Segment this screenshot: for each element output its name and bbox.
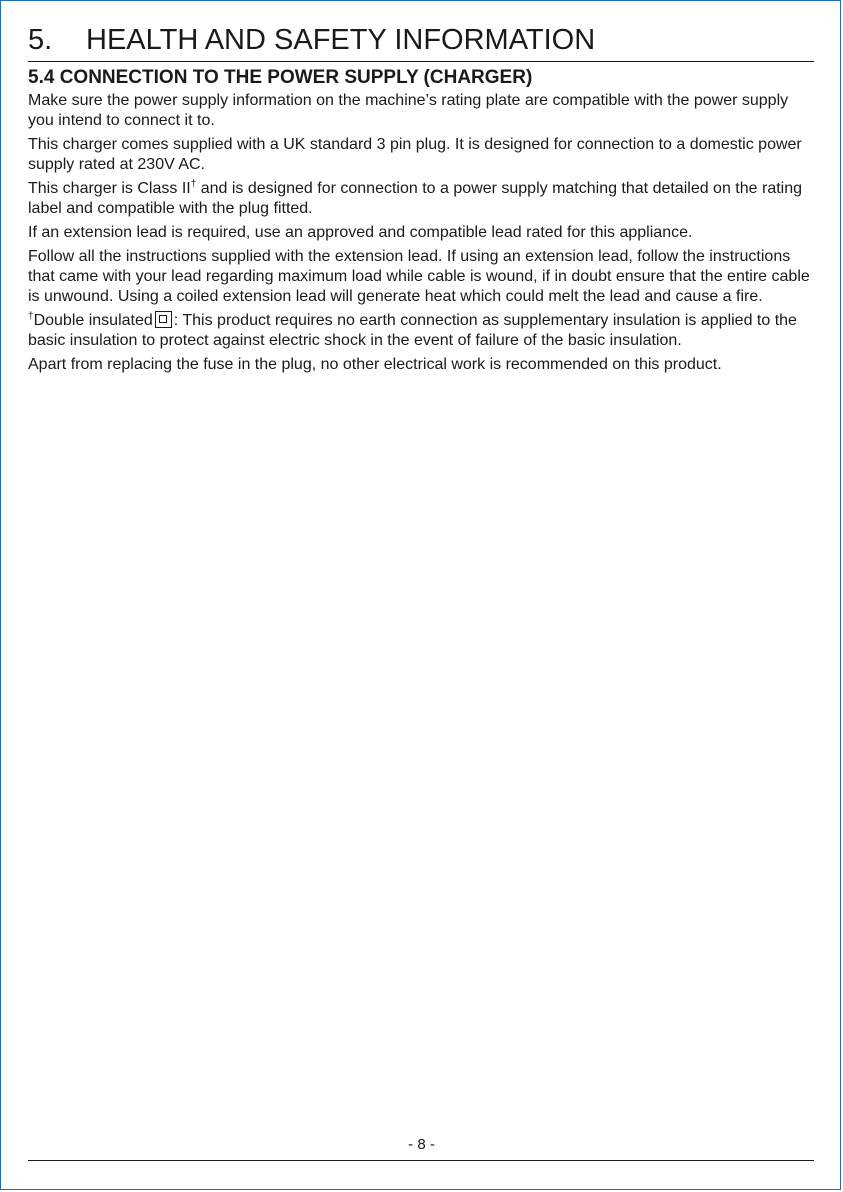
paragraph-double-insulated (28, 311, 814, 351)
double-insulated-text: : This product requires no earth connection as supplementary insulation is applied to the basic insulation to protect against electric shock in the event of failure of the basic insulation. (28, 312, 797, 349)
dagger-mark: † (190, 179, 197, 190)
document-content (28, 22, 814, 379)
paragraph-extension-lead: If an extension lead is required, use an approved and compatible lead rated for this appliance. (28, 224, 693, 241)
paragraph-uk-plug: This charger comes supplied with a UK standard 3 pin plug. It is designed for connection to a domestic power supply rated at 230V AC. (28, 136, 802, 173)
chapter-heading: HEALTH AND SAFETY INFORMATION (86, 24, 596, 56)
section-title: 5.4 CONNECTION TO THE POWER SUPPLY (CHARGER) (28, 67, 533, 88)
double-insulated-label: Double insulated (33, 312, 153, 329)
chapter-number: 5. (28, 24, 53, 56)
chapter-title (28, 22, 814, 58)
chapter-divider (28, 61, 814, 62)
paragraph-fuse: Apart from replacing the fuse in the plug, no other electrical work is recommended on this product. (28, 356, 722, 373)
paragraph-rating-plate: Make sure the power supply information on the machine’s rating plate are compatible with the power supply you intend to connect it to. (28, 92, 789, 129)
footer-divider (28, 1160, 814, 1161)
class-ii-text-end: and is designed for connection to a power supply matching that detailed on the rating label and compatible with the plug fitted. (28, 180, 803, 217)
dagger-mark: † (28, 311, 34, 322)
double-insulated-icon (155, 311, 172, 328)
paragraph-extension-instructions: Follow all the instructions supplied with the extension lead. If using an extension lead, follow the instructions that came with your lead regarding maximum load while cable is wound, if in doubt ensure that the entire cable is unwound. Using a coiled extension lead will generate heat which could melt the lead and cause a fire. (28, 248, 810, 305)
paragraph-class-ii (28, 179, 814, 219)
class-ii-text-start: This charger is Class II (28, 180, 191, 197)
page-number: - 8 - (408, 1136, 435, 1153)
